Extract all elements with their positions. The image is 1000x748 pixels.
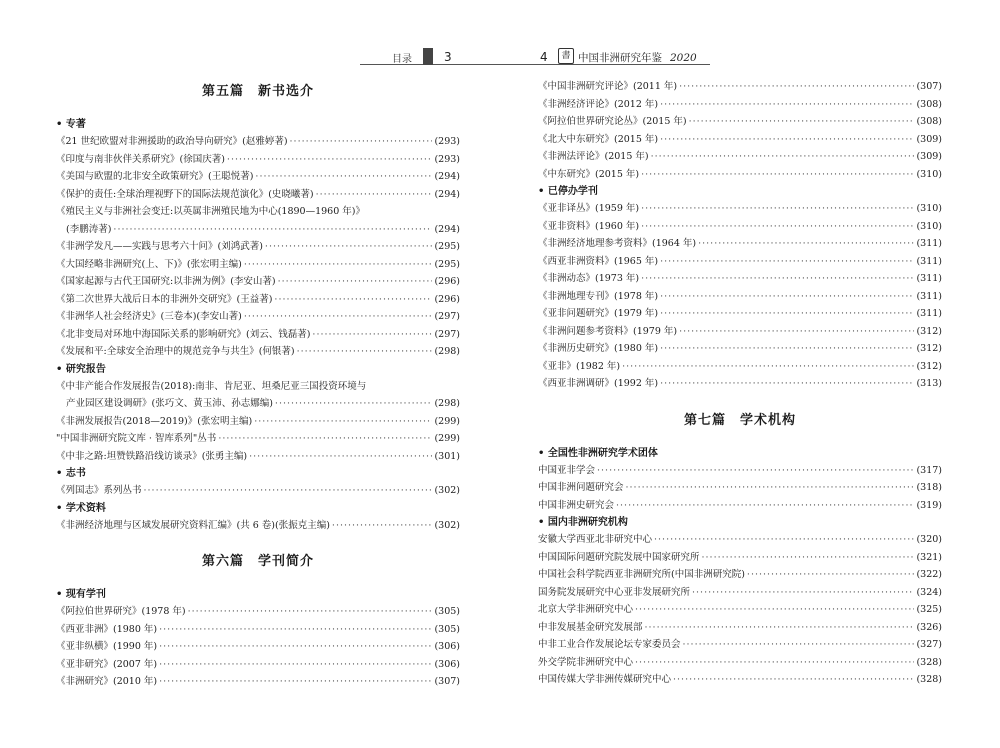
dot-leader — [641, 200, 914, 218]
entry-page: (307) — [434, 676, 460, 687]
dot-leader — [616, 497, 914, 515]
toc-entry[interactable] — [56, 273, 460, 291]
entry-page: (295) — [434, 258, 460, 270]
dot-leader — [645, 619, 915, 637]
part5-title: 第五篇 新书选介 — [201, 84, 314, 99]
toc-entry[interactable] — [56, 133, 460, 151]
entry-page: (298) — [434, 398, 460, 409]
toc-entry[interactable] — [538, 375, 942, 393]
category-reports: • 研究报告 — [56, 361, 460, 378]
entry-page: (302) — [434, 519, 460, 531]
category-domestic-institutes: • 国内非洲研究机构 — [538, 514, 942, 531]
dot-leader — [673, 671, 914, 689]
yearbook-logo-icon: 書 — [558, 48, 574, 64]
toc-entry[interactable] — [538, 270, 942, 288]
entry-title: 《非洲动态》(1973 年) — [538, 273, 640, 284]
entry-title: 《阿拉伯世界研究论丛》(2015 年) — [538, 116, 687, 127]
entry-title: 《亚非》(1982 年) — [538, 360, 621, 372]
category-annals: • 志书 — [56, 465, 460, 482]
toc-entry[interactable] — [538, 479, 942, 497]
dot-leader — [698, 235, 914, 253]
entry-title: 《21 世纪欧盟对非洲援助的政治导向研究》(赵雅婷著) — [56, 136, 288, 147]
entry-title: 中国社会科学院西亚非洲研究所(中国非洲研究院) — [538, 569, 745, 580]
entry-page: (310) — [916, 220, 942, 232]
dot-leader — [227, 151, 433, 169]
toc-entry[interactable] — [56, 621, 460, 639]
entry-title: 《第二次世界大战后日本的非洲外交研究》(王益著) — [56, 293, 273, 305]
dot-leader — [660, 253, 914, 271]
entry-page: (293) — [434, 136, 460, 147]
entry-page: (296) — [434, 293, 460, 305]
category-monographs: • 专著 — [56, 116, 460, 133]
dot-leader — [689, 113, 915, 131]
dot-leader — [218, 430, 432, 448]
toc-entry[interactable] — [56, 673, 460, 691]
entry-page: (312) — [916, 360, 942, 372]
toc-entry[interactable] — [538, 78, 942, 96]
entry-title: 《非洲研究》(2010 年) — [56, 676, 158, 687]
entry-title: 《阿拉伯世界研究》(1978 年) — [56, 606, 186, 617]
toc-entry[interactable] — [538, 131, 942, 149]
entry-page: (297) — [434, 328, 460, 340]
entry-page: (310) — [916, 168, 942, 180]
dot-leader — [597, 462, 914, 480]
toc-entry[interactable] — [56, 186, 460, 204]
toc-entry[interactable] — [56, 395, 460, 413]
dot-leader — [660, 340, 914, 358]
dot-leader — [113, 221, 432, 239]
toc-entry[interactable] — [538, 340, 942, 358]
dot-leader — [316, 186, 433, 204]
dot-leader — [159, 673, 432, 691]
toc-entry[interactable] — [538, 671, 942, 689]
entry-page: (319) — [916, 499, 942, 511]
dot-leader — [641, 270, 914, 288]
dot-leader — [660, 305, 914, 323]
dot-leader — [254, 413, 432, 431]
entry-page: (312) — [916, 343, 942, 354]
left-page-number: 3 — [444, 50, 452, 64]
entry-title: 《非洲经济地理参考资料》(1964 年) — [538, 238, 697, 249]
right-page — [500, 0, 1000, 748]
entry-page: (328) — [916, 656, 942, 668]
dot-leader — [159, 638, 432, 656]
toc-entry[interactable] — [56, 238, 460, 256]
entry-page: (295) — [434, 241, 460, 252]
entry-title: 《非洲发展报告(2018—2019)》(张宏明主编) — [56, 415, 253, 427]
entry-page: (294) — [434, 188, 460, 200]
entry-page: (293) — [434, 153, 460, 165]
dot-leader — [679, 78, 914, 96]
toc-entry[interactable] — [538, 584, 942, 602]
toc-entry[interactable] — [56, 430, 460, 448]
entry-page: (294) — [434, 171, 460, 182]
entry-page: (299) — [434, 415, 460, 427]
dot-leader — [654, 531, 914, 549]
entry-title: 《中非之路:坦赞铁路沿线访谈录》(张勇主编) — [56, 450, 248, 462]
category-discontinued-journals: • 已停办学刊 — [538, 183, 942, 200]
dot-leader — [679, 323, 914, 341]
entry-title: 《非洲法评论》(2015 年) — [538, 151, 649, 162]
entry-page: (327) — [916, 639, 942, 650]
entry-title: 中非发展基金研究发展部 — [538, 621, 643, 633]
toc-entry[interactable] — [56, 308, 460, 326]
part7-title: 第七篇 学术机构 — [683, 412, 796, 428]
dot-leader — [747, 566, 915, 584]
toc-entry[interactable] — [538, 497, 942, 515]
entry-title: 《列国志》系列丛书 — [56, 485, 142, 496]
dot-leader — [244, 256, 433, 274]
header-section-label: 目录 — [392, 54, 412, 65]
toc-entry[interactable] — [538, 96, 942, 114]
entry-title-line2: (李鹏涛著) — [66, 223, 112, 235]
toc-entry[interactable] — [538, 200, 942, 218]
entry-title: 《印度与南非伙伴关系研究》(徐国庆著) — [56, 153, 225, 165]
entry-page: (308) — [916, 116, 942, 127]
toc-entry[interactable] — [538, 148, 942, 166]
entry-page: (325) — [916, 604, 942, 615]
entry-page: (311) — [916, 273, 942, 284]
entry-title: "中国非洲研究院文库 · 智库系列"丛书 — [56, 433, 217, 444]
dot-leader — [622, 358, 914, 376]
dot-leader — [249, 448, 432, 466]
entry-title: 中非工业合作发展论坛专家委员会 — [538, 639, 681, 650]
toc-entry[interactable] — [538, 166, 942, 184]
entry-title: 《美国与欧盟的北非安全政策研究》(王聪悦著) — [56, 171, 254, 182]
toc-entry[interactable] — [56, 343, 460, 361]
dot-leader — [702, 549, 915, 567]
toc-entry[interactable] — [538, 358, 942, 376]
dot-leader — [265, 238, 433, 256]
dot-leader — [290, 133, 433, 151]
header-marker-block — [423, 48, 433, 65]
toc-entry[interactable] — [538, 601, 942, 619]
header-book-title — [578, 50, 697, 65]
dot-leader — [626, 479, 915, 497]
toc-entry[interactable] — [56, 256, 460, 274]
entry-title: 《中东研究》(2015 年) — [538, 168, 640, 180]
toc-entry[interactable] — [56, 413, 460, 431]
left-toc — [56, 78, 460, 691]
entry-title: 《非洲问题参考资料》(1979 年) — [538, 325, 678, 337]
toc-entry[interactable] — [538, 619, 942, 637]
entry-page: (310) — [916, 203, 942, 214]
entry-title: 《非洲学发凡——实践与思考六十问》(刘鸿武著) — [56, 241, 263, 252]
toc-entry[interactable] — [56, 448, 460, 466]
entry-page: (322) — [916, 569, 942, 580]
entry-title: 《国家起源与古代王国研究:以非洲为例》(李安山著) — [56, 276, 276, 287]
entry-title: 《亚非纵横》(1990 年) — [56, 641, 158, 652]
toc-entry[interactable] — [56, 168, 460, 186]
entry-title: 《亚非问题研究》(1979 年) — [538, 308, 659, 319]
entry-page: (306) — [434, 641, 460, 652]
toc-entry[interactable] — [56, 151, 460, 169]
entry-title: 中国传媒大学非洲传媒研究中心 — [538, 674, 672, 685]
entry-page: (305) — [434, 606, 460, 617]
dot-leader — [692, 584, 914, 602]
entry-title: 《亚非研究》(2007 年) — [56, 658, 158, 670]
entry-title: 中国国际问题研究院发展中国家研究所 — [538, 551, 700, 563]
entry-title: 国务院发展研究中心亚非发展研究所 — [538, 586, 691, 598]
toc-entry[interactable] — [56, 326, 460, 344]
entry-page: (311) — [916, 238, 942, 249]
entry-page: (317) — [916, 464, 942, 476]
entry-title: 《非洲华人社会经济史》(三卷本)(李安山著) — [56, 311, 242, 322]
toc-entry[interactable] — [538, 305, 942, 323]
entry-title: 《北非变局对环地中海国际关系的影响研究》(刘云、钱磊著) — [56, 328, 311, 340]
category-materials: • 学术资料 — [56, 500, 460, 517]
dot-leader — [641, 166, 914, 184]
toc-entry[interactable] — [538, 654, 942, 672]
toc-entry[interactable] — [56, 656, 460, 674]
entry-title: 《中国非洲研究评论》(2011 年) — [538, 81, 678, 92]
entry-title: 安徽大学西亚北非研究中心 — [538, 534, 653, 545]
toc-entry[interactable] — [56, 291, 460, 309]
dot-leader — [244, 308, 433, 326]
toc-entry[interactable] — [56, 603, 460, 621]
toc-entry[interactable] — [538, 636, 942, 654]
dot-leader — [188, 603, 433, 621]
toc-entry[interactable] — [56, 221, 460, 239]
right-toc — [538, 78, 942, 689]
entry-page: (307) — [916, 81, 942, 92]
toc-entry[interactable] — [538, 288, 942, 306]
entry-page: (309) — [916, 133, 942, 145]
entry-page: (313) — [916, 378, 942, 389]
dot-leader — [159, 656, 432, 674]
entry-title: 《大国经略非洲研究(上、下)》(张宏明主编) — [56, 258, 242, 270]
toc-entry[interactable] — [538, 462, 942, 480]
entry-title: 外交学院非洲研究中心 — [538, 656, 634, 668]
dot-leader — [332, 517, 433, 535]
entry-page: (305) — [434, 623, 460, 635]
entry-title: 《非洲经济地理与区域发展研究资料汇编》(共 6 卷)(张振克主编) — [56, 519, 330, 531]
entry-page: (326) — [916, 621, 942, 633]
toc-entry[interactable] — [538, 549, 942, 567]
dot-leader — [159, 621, 432, 639]
entry-page: (306) — [434, 658, 460, 670]
dot-leader — [144, 482, 433, 500]
entry-page: (321) — [916, 551, 942, 563]
entry-title: 《发展和平:全球安全治理中的规范竞争与共生》(何银著) — [56, 346, 295, 357]
entry-page: (297) — [434, 311, 460, 322]
toc-entry[interactable] — [538, 253, 942, 271]
entry-page: (311) — [916, 308, 942, 319]
entry-page: (308) — [916, 98, 942, 110]
entry-title: 中国亚非学会 — [538, 464, 596, 476]
dot-leader — [635, 654, 914, 672]
toc-entry[interactable] — [56, 638, 460, 656]
dot-leader — [660, 131, 914, 149]
book-year: 2020 — [670, 52, 697, 64]
dot-leader — [275, 395, 433, 413]
entry-title: 《非洲历史研究》(1980 年) — [538, 343, 659, 354]
entry-title-line1[interactable]: 《中非产能合作发展报告(2018):南非、肯尼亚、坦桑尼亚三国投资环境与 — [56, 380, 367, 392]
entry-title-line1[interactable]: 《殖民主义与非洲社会变迁:以英属非洲殖民地为中心(1890—1960 年)》 — [56, 206, 365, 217]
entry-title: 北京大学非洲研究中心 — [538, 604, 634, 615]
dot-leader — [635, 601, 914, 619]
entry-title: 中国非洲史研究会 — [538, 499, 615, 511]
entry-page: (318) — [916, 482, 942, 493]
book-title-text: 中国非洲研究年鉴 — [578, 52, 662, 64]
dot-leader — [278, 273, 433, 291]
entry-title: 《西亚非洲》(1980 年) — [56, 623, 158, 635]
entry-title-line2: 产业园区建设调研》(张巧文、黄玉沛、孙志娜编) — [66, 398, 273, 409]
dot-leader — [683, 636, 915, 654]
entry-title: 《西亚非洲资料》(1965 年) — [538, 255, 659, 267]
entry-title: 《亚非译丛》(1959 年) — [538, 203, 640, 214]
entry-title: 《北大中东研究》(2015 年) — [538, 133, 659, 145]
right-page-number: 4 — [540, 50, 548, 64]
entry-page: (302) — [434, 485, 460, 496]
entry-title: 《保护的责任:全球治理视野下的国际法规范演化》(史晓曦著) — [56, 188, 314, 200]
entry-page: (298) — [434, 346, 460, 357]
dot-leader — [660, 375, 914, 393]
entry-title: 《非洲地理专刊》(1978 年) — [538, 290, 659, 302]
dot-leader — [641, 218, 914, 236]
entry-page: (299) — [434, 433, 460, 444]
entry-page: (324) — [916, 586, 942, 598]
toc-entry[interactable] — [56, 517, 460, 535]
entry-page: (328) — [916, 674, 942, 685]
entry-page: (301) — [434, 450, 460, 462]
dot-leader — [312, 326, 432, 344]
toc-entry[interactable] — [538, 531, 942, 549]
entry-page: (294) — [434, 223, 460, 235]
entry-page: (320) — [916, 534, 942, 545]
part6-title: 第六篇 学刊简介 — [201, 554, 314, 569]
category-current-journals: • 现有学刊 — [56, 586, 460, 603]
entry-page: (311) — [916, 290, 942, 302]
toc-entry[interactable] — [538, 235, 942, 253]
entry-title: 《亚非资料》(1960 年) — [538, 220, 640, 232]
toc-entry[interactable] — [538, 113, 942, 131]
toc-entry[interactable] — [56, 482, 460, 500]
toc-entry[interactable] — [538, 323, 942, 341]
category-national-societies: • 全国性非洲研究学术团体 — [538, 445, 942, 462]
entry-page: (312) — [916, 325, 942, 337]
entry-title: 《西亚非洲调研》(1992 年) — [538, 378, 659, 389]
dot-leader — [660, 288, 914, 306]
entry-title: 《非洲经济评论》(2012 年) — [538, 98, 659, 110]
toc-entry[interactable] — [538, 566, 942, 584]
dot-leader — [274, 291, 432, 309]
dot-leader — [660, 96, 914, 114]
dot-leader — [297, 343, 433, 361]
entry-page: (311) — [916, 255, 942, 267]
entry-title: 中国非洲问题研究会 — [538, 482, 624, 493]
toc-entry[interactable] — [538, 218, 942, 236]
entry-page: (309) — [916, 151, 942, 162]
entry-page: (296) — [434, 276, 460, 287]
dot-leader — [255, 168, 432, 186]
dot-leader — [651, 148, 915, 166]
